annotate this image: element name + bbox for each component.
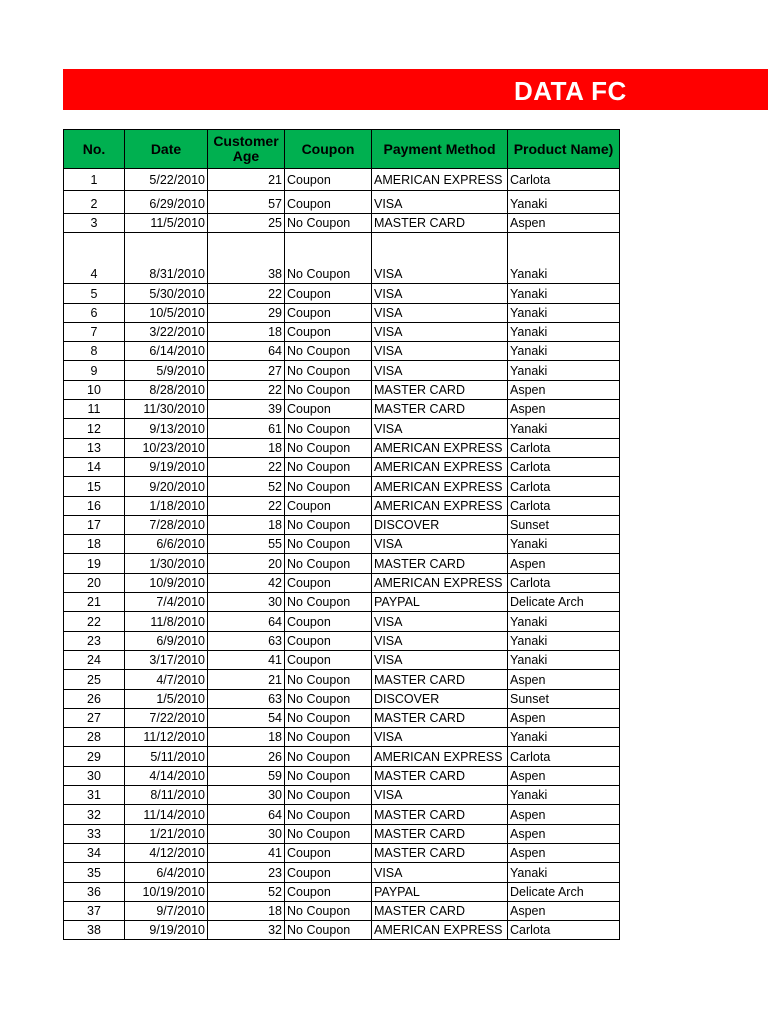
cell-customer-age[interactable]: 22	[208, 457, 285, 476]
cell-customer-age[interactable]: 26	[208, 747, 285, 766]
cell-coupon[interactable]: No Coupon	[285, 689, 372, 708]
cell-date[interactable]: 9/19/2010	[125, 457, 208, 476]
cell-coupon[interactable]: Coupon	[285, 191, 372, 214]
cell-no[interactable]: 20	[64, 573, 125, 592]
cell-coupon[interactable]: No Coupon	[285, 554, 372, 573]
table-row	[64, 457, 620, 476]
cell-coupon[interactable]: Coupon	[285, 843, 372, 862]
cell-product-name[interactable]: Carlota	[508, 477, 620, 496]
cell-product-name[interactable]: Aspen	[508, 708, 620, 727]
cell-product-name[interactable]: Yanaki	[508, 728, 620, 747]
cell-customer-age[interactable]: 22	[208, 380, 285, 399]
cell-coupon[interactable]: Coupon	[285, 496, 372, 515]
cell-no[interactable]: 1	[64, 169, 125, 191]
cell-product-name[interactable]: Yanaki	[508, 284, 620, 303]
cell-no[interactable]: 37	[64, 901, 125, 920]
cell-no[interactable]: 30	[64, 766, 125, 785]
table-row	[64, 728, 620, 747]
header-payment-method[interactable]: Payment Method	[372, 130, 508, 169]
cell-date[interactable]: 1/18/2010	[125, 496, 208, 515]
cell-coupon[interactable]: No Coupon	[285, 728, 372, 747]
cell-product-name[interactable]: Carlota	[508, 457, 620, 476]
table-row	[64, 515, 620, 534]
cell-no[interactable]: 5	[64, 284, 125, 303]
cell-date[interactable]: 4/12/2010	[125, 843, 208, 862]
cell-payment-method[interactable]: MASTER CARD	[372, 400, 508, 419]
cell-product-name[interactable]: Yanaki	[508, 361, 620, 380]
cell-payment-method[interactable]: VISA	[372, 233, 508, 284]
cell-customer-age[interactable]: 52	[208, 882, 285, 901]
cell-no[interactable]: 34	[64, 843, 125, 862]
cell-customer-age[interactable]: 30	[208, 593, 285, 612]
cell-no[interactable]: 24	[64, 650, 125, 669]
cell-payment-method[interactable]: VISA	[372, 284, 508, 303]
cell-payment-method[interactable]: MASTER CARD	[372, 380, 508, 399]
cell-payment-method[interactable]: VISA	[372, 650, 508, 669]
cell-coupon[interactable]: No Coupon	[285, 380, 372, 399]
table-row	[64, 214, 620, 233]
cell-product-name[interactable]: Aspen	[508, 554, 620, 573]
cell-customer-age[interactable]: 64	[208, 805, 285, 824]
cell-coupon[interactable]: No Coupon	[285, 515, 372, 534]
cell-product-name[interactable]: Aspen	[508, 824, 620, 843]
cell-no[interactable]: 35	[64, 863, 125, 882]
table-row	[64, 284, 620, 303]
cell-coupon[interactable]: No Coupon	[285, 419, 372, 438]
cell-customer-age[interactable]: 64	[208, 612, 285, 631]
cell-payment-method[interactable]: VISA	[372, 342, 508, 361]
cell-customer-age[interactable]: 39	[208, 400, 285, 419]
cell-coupon[interactable]: Coupon	[285, 400, 372, 419]
cell-no[interactable]: 18	[64, 535, 125, 554]
cell-product-name[interactable]: Aspen	[508, 805, 620, 824]
cell-date[interactable]: 7/22/2010	[125, 708, 208, 727]
table-row	[64, 882, 620, 901]
table-row	[64, 496, 620, 515]
header-coupon[interactable]: Coupon	[285, 130, 372, 169]
cell-customer-age[interactable]: 32	[208, 921, 285, 940]
cell-coupon[interactable]: Coupon	[285, 863, 372, 882]
cell-date[interactable]: 11/30/2010	[125, 400, 208, 419]
cell-product-name[interactable]: Carlota	[508, 496, 620, 515]
cell-product-name[interactable]: Carlota	[508, 169, 620, 191]
cell-customer-age[interactable]: 38	[208, 233, 285, 284]
table-row	[64, 191, 620, 214]
cell-payment-method[interactable]: AMERICAN EXPRESS	[372, 921, 508, 940]
cell-product-name[interactable]: Yanaki	[508, 631, 620, 650]
cell-payment-method[interactable]: MASTER CARD	[372, 670, 508, 689]
cell-coupon[interactable]: No Coupon	[285, 921, 372, 940]
cell-coupon[interactable]: No Coupon	[285, 708, 372, 727]
cell-payment-method[interactable]: AMERICAN EXPRESS	[372, 573, 508, 592]
cell-payment-method[interactable]: MASTER CARD	[372, 554, 508, 573]
cell-date[interactable]: 9/7/2010	[125, 901, 208, 920]
cell-coupon[interactable]: No Coupon	[285, 361, 372, 380]
cell-product-name[interactable]: Aspen	[508, 214, 620, 233]
cell-product-name[interactable]: Yanaki	[508, 233, 620, 284]
cell-customer-age[interactable]: 55	[208, 535, 285, 554]
cell-no[interactable]: 33	[64, 824, 125, 843]
cell-product-name[interactable]: Carlota	[508, 573, 620, 592]
cell-date[interactable]: 10/5/2010	[125, 303, 208, 322]
cell-coupon[interactable]: No Coupon	[285, 670, 372, 689]
cell-coupon[interactable]: No Coupon	[285, 233, 372, 284]
cell-coupon[interactable]: No Coupon	[285, 342, 372, 361]
cell-no[interactable]: 6	[64, 303, 125, 322]
cell-date[interactable]: 10/23/2010	[125, 438, 208, 457]
cell-no[interactable]: 14	[64, 457, 125, 476]
table-row	[64, 689, 620, 708]
cell-product-name[interactable]: Yanaki	[508, 303, 620, 322]
table-row	[64, 824, 620, 843]
cell-date[interactable]: 9/19/2010	[125, 921, 208, 940]
cell-product-name[interactable]: Yanaki	[508, 322, 620, 341]
cell-payment-method[interactable]: MASTER CARD	[372, 901, 508, 920]
cell-customer-age[interactable]: 18	[208, 438, 285, 457]
cell-payment-method[interactable]: VISA	[372, 322, 508, 341]
table-row	[64, 747, 620, 766]
cell-no[interactable]: 2	[64, 191, 125, 214]
table-row	[64, 631, 620, 650]
cell-coupon[interactable]: No Coupon	[285, 824, 372, 843]
cell-date[interactable]: 11/5/2010	[125, 214, 208, 233]
cell-no[interactable]: 36	[64, 882, 125, 901]
cell-customer-age[interactable]: 61	[208, 419, 285, 438]
cell-no[interactable]: 26	[64, 689, 125, 708]
cell-product-name[interactable]: Yanaki	[508, 863, 620, 882]
cell-product-name[interactable]: Yanaki	[508, 535, 620, 554]
cell-payment-method[interactable]: DISCOVER	[372, 515, 508, 534]
cell-no[interactable]: 21	[64, 593, 125, 612]
cell-coupon[interactable]: No Coupon	[285, 766, 372, 785]
cell-coupon[interactable]: Coupon	[285, 882, 372, 901]
cell-customer-age[interactable]: 22	[208, 284, 285, 303]
cell-product-name[interactable]: Aspen	[508, 766, 620, 785]
cell-date[interactable]: 6/9/2010	[125, 631, 208, 650]
cell-payment-method[interactable]: VISA	[372, 303, 508, 322]
table-row	[64, 419, 620, 438]
cell-no[interactable]: 13	[64, 438, 125, 457]
table-row	[64, 554, 620, 573]
cell-coupon[interactable]: Coupon	[285, 612, 372, 631]
table-row	[64, 400, 620, 419]
cell-product-name[interactable]: Aspen	[508, 670, 620, 689]
cell-no[interactable]: 16	[64, 496, 125, 515]
cell-payment-method[interactable]: VISA	[372, 863, 508, 882]
banner-title: DATA FC	[514, 76, 627, 106]
table-row	[64, 612, 620, 631]
cell-no[interactable]: 25	[64, 670, 125, 689]
cell-date[interactable]: 6/6/2010	[125, 535, 208, 554]
cell-coupon[interactable]: Coupon	[285, 322, 372, 341]
cell-coupon[interactable]: Coupon	[285, 303, 372, 322]
cell-customer-age[interactable]: 21	[208, 670, 285, 689]
cell-customer-age[interactable]: 57	[208, 191, 285, 214]
cell-date[interactable]: 11/8/2010	[125, 612, 208, 631]
table-row	[64, 322, 620, 341]
table-row	[64, 863, 620, 882]
cell-no[interactable]: 31	[64, 786, 125, 805]
cell-product-name[interactable]: Aspen	[508, 843, 620, 862]
table-row	[64, 901, 620, 920]
cell-no[interactable]: 8	[64, 342, 125, 361]
cell-payment-method[interactable]: PAYPAL	[372, 593, 508, 612]
cell-payment-method[interactable]: AMERICAN EXPRESS	[372, 496, 508, 515]
cell-coupon[interactable]: No Coupon	[285, 477, 372, 496]
cell-date[interactable]: 4/7/2010	[125, 670, 208, 689]
cell-customer-age[interactable]: 23	[208, 863, 285, 882]
table-row	[64, 786, 620, 805]
cell-coupon[interactable]: No Coupon	[285, 593, 372, 612]
cell-date[interactable]: 1/5/2010	[125, 689, 208, 708]
cell-date[interactable]: 6/14/2010	[125, 342, 208, 361]
cell-payment-method[interactable]: VISA	[372, 361, 508, 380]
cell-date[interactable]: 10/9/2010	[125, 573, 208, 592]
cell-product-name[interactable]: Carlota	[508, 438, 620, 457]
cell-customer-age[interactable]: 63	[208, 689, 285, 708]
cell-product-name[interactable]: Yanaki	[508, 612, 620, 631]
header-product-name[interactable]: Product Name)	[508, 130, 620, 169]
cell-date[interactable]: 3/17/2010	[125, 650, 208, 669]
cell-coupon[interactable]: Coupon	[285, 631, 372, 650]
cell-payment-method[interactable]: MASTER CARD	[372, 805, 508, 824]
header-row	[64, 130, 620, 169]
cell-customer-age[interactable]: 29	[208, 303, 285, 322]
cell-coupon[interactable]: No Coupon	[285, 457, 372, 476]
table-row	[64, 766, 620, 785]
cell-no[interactable]: 38	[64, 921, 125, 940]
cell-date[interactable]: 5/22/2010	[125, 169, 208, 191]
cell-customer-age[interactable]: 21	[208, 169, 285, 191]
cell-product-name[interactable]: Aspen	[508, 380, 620, 399]
table-row	[64, 361, 620, 380]
cell-payment-method[interactable]: VISA	[372, 786, 508, 805]
cell-customer-age[interactable]: 30	[208, 824, 285, 843]
header-no[interactable]: No.	[64, 130, 125, 169]
table-row	[64, 535, 620, 554]
cell-no[interactable]: 10	[64, 380, 125, 399]
cell-customer-age[interactable]: 42	[208, 573, 285, 592]
table-row	[64, 573, 620, 592]
cell-product-name[interactable]: Carlota	[508, 747, 620, 766]
cell-no[interactable]: 4	[64, 233, 125, 284]
title-banner	[63, 69, 768, 110]
table-row	[64, 477, 620, 496]
cell-date[interactable]: 6/29/2010	[125, 191, 208, 214]
table-row	[64, 233, 620, 284]
table-row	[64, 342, 620, 361]
cell-customer-age[interactable]: 18	[208, 728, 285, 747]
cell-customer-age[interactable]: 54	[208, 708, 285, 727]
cell-date[interactable]: 7/4/2010	[125, 593, 208, 612]
cell-customer-age[interactable]: 64	[208, 342, 285, 361]
table-row	[64, 593, 620, 612]
cell-no[interactable]: 29	[64, 747, 125, 766]
cell-payment-method[interactable]: VISA	[372, 419, 508, 438]
cell-date[interactable]: 5/9/2010	[125, 361, 208, 380]
table-row	[64, 650, 620, 669]
cell-product-name[interactable]: Aspen	[508, 400, 620, 419]
cell-no[interactable]: 11	[64, 400, 125, 419]
cell-date[interactable]: 6/4/2010	[125, 863, 208, 882]
cell-product-name[interactable]: Yanaki	[508, 650, 620, 669]
cell-coupon[interactable]: No Coupon	[285, 214, 372, 233]
cell-product-name[interactable]: Carlota	[508, 921, 620, 940]
cell-date[interactable]: 11/12/2010	[125, 728, 208, 747]
cell-customer-age[interactable]: 59	[208, 766, 285, 785]
cell-payment-method[interactable]: VISA	[372, 631, 508, 650]
table-row	[64, 670, 620, 689]
cell-no[interactable]: 22	[64, 612, 125, 631]
cell-date[interactable]: 9/20/2010	[125, 477, 208, 496]
cell-payment-method[interactable]: DISCOVER	[372, 689, 508, 708]
cell-date[interactable]: 7/28/2010	[125, 515, 208, 534]
cell-date[interactable]: 11/14/2010	[125, 805, 208, 824]
table-row	[64, 303, 620, 322]
cell-date[interactable]: 4/14/2010	[125, 766, 208, 785]
cell-payment-method[interactable]: AMERICAN EXPRESS	[372, 457, 508, 476]
cell-coupon[interactable]: No Coupon	[285, 786, 372, 805]
cell-coupon[interactable]: Coupon	[285, 573, 372, 592]
cell-date[interactable]: 8/31/2010	[125, 233, 208, 284]
cell-date[interactable]: 1/21/2010	[125, 824, 208, 843]
cell-date[interactable]: 5/11/2010	[125, 747, 208, 766]
data-table	[63, 129, 620, 940]
cell-no[interactable]: 17	[64, 515, 125, 534]
cell-no[interactable]: 7	[64, 322, 125, 341]
cell-coupon[interactable]: No Coupon	[285, 438, 372, 457]
cell-no[interactable]: 15	[64, 477, 125, 496]
cell-date[interactable]: 9/13/2010	[125, 419, 208, 438]
cell-customer-age[interactable]: 18	[208, 515, 285, 534]
cell-product-name[interactable]: Sunset	[508, 689, 620, 708]
cell-payment-method[interactable]: VISA	[372, 191, 508, 214]
cell-product-name[interactable]: Yanaki	[508, 342, 620, 361]
cell-customer-age[interactable]: 20	[208, 554, 285, 573]
cell-no[interactable]: 9	[64, 361, 125, 380]
table-row	[64, 438, 620, 457]
cell-payment-method[interactable]: VISA	[372, 535, 508, 554]
cell-payment-method[interactable]: AMERICAN EXPRESS	[372, 438, 508, 457]
cell-product-name[interactable]: Yanaki	[508, 419, 620, 438]
cell-date[interactable]: 3/22/2010	[125, 322, 208, 341]
cell-date[interactable]: 10/19/2010	[125, 882, 208, 901]
cell-coupon[interactable]: No Coupon	[285, 747, 372, 766]
cell-product-name[interactable]: Sunset	[508, 515, 620, 534]
cell-product-name[interactable]: Yanaki	[508, 191, 620, 214]
cell-product-name[interactable]: Delicate Arch	[508, 593, 620, 612]
cell-customer-age[interactable]: 41	[208, 843, 285, 862]
cell-customer-age[interactable]: 18	[208, 322, 285, 341]
cell-payment-method[interactable]: MASTER CARD	[372, 214, 508, 233]
table-row	[64, 805, 620, 824]
cell-coupon[interactable]: Coupon	[285, 284, 372, 303]
cell-customer-age[interactable]: 30	[208, 786, 285, 805]
cell-payment-method[interactable]: MASTER CARD	[372, 708, 508, 727]
cell-no[interactable]: 27	[64, 708, 125, 727]
cell-coupon[interactable]: No Coupon	[285, 805, 372, 824]
header-date[interactable]: Date	[125, 130, 208, 169]
cell-coupon[interactable]: No Coupon	[285, 901, 372, 920]
cell-payment-method[interactable]: AMERICAN EXPRESS	[372, 477, 508, 496]
cell-date[interactable]: 8/28/2010	[125, 380, 208, 399]
cell-no[interactable]: 23	[64, 631, 125, 650]
cell-no[interactable]: 3	[64, 214, 125, 233]
cell-payment-method[interactable]: MASTER CARD	[372, 824, 508, 843]
cell-product-name[interactable]: Yanaki	[508, 786, 620, 805]
cell-customer-age[interactable]: 52	[208, 477, 285, 496]
cell-date[interactable]: 8/11/2010	[125, 786, 208, 805]
cell-payment-method[interactable]: PAYPAL	[372, 882, 508, 901]
cell-product-name[interactable]: Delicate Arch	[508, 882, 620, 901]
cell-customer-age[interactable]: 63	[208, 631, 285, 650]
table-row	[64, 380, 620, 399]
cell-payment-method[interactable]: VISA	[372, 612, 508, 631]
cell-payment-method[interactable]: AMERICAN EXPRESS	[372, 169, 508, 191]
cell-payment-method[interactable]: AMERICAN EXPRESS	[372, 747, 508, 766]
header-customer-age[interactable]: Customer Age	[208, 130, 285, 169]
cell-customer-age[interactable]: 18	[208, 901, 285, 920]
cell-payment-method[interactable]: MASTER CARD	[372, 766, 508, 785]
table-row	[64, 921, 620, 940]
cell-coupon[interactable]: Coupon	[285, 169, 372, 191]
table-row	[64, 708, 620, 727]
table-row	[64, 169, 620, 191]
cell-payment-method[interactable]: VISA	[372, 728, 508, 747]
cell-date[interactable]: 5/30/2010	[125, 284, 208, 303]
cell-coupon[interactable]: No Coupon	[285, 535, 372, 554]
table-row	[64, 843, 620, 862]
cell-customer-age[interactable]: 27	[208, 361, 285, 380]
cell-payment-method[interactable]: MASTER CARD	[372, 843, 508, 862]
cell-customer-age[interactable]: 41	[208, 650, 285, 669]
cell-customer-age[interactable]: 22	[208, 496, 285, 515]
cell-product-name[interactable]: Aspen	[508, 901, 620, 920]
cell-date[interactable]: 1/30/2010	[125, 554, 208, 573]
cell-customer-age[interactable]: 25	[208, 214, 285, 233]
cell-no[interactable]: 12	[64, 419, 125, 438]
cell-no[interactable]: 28	[64, 728, 125, 747]
cell-no[interactable]: 19	[64, 554, 125, 573]
cell-no[interactable]: 32	[64, 805, 125, 824]
cell-coupon[interactable]: Coupon	[285, 650, 372, 669]
